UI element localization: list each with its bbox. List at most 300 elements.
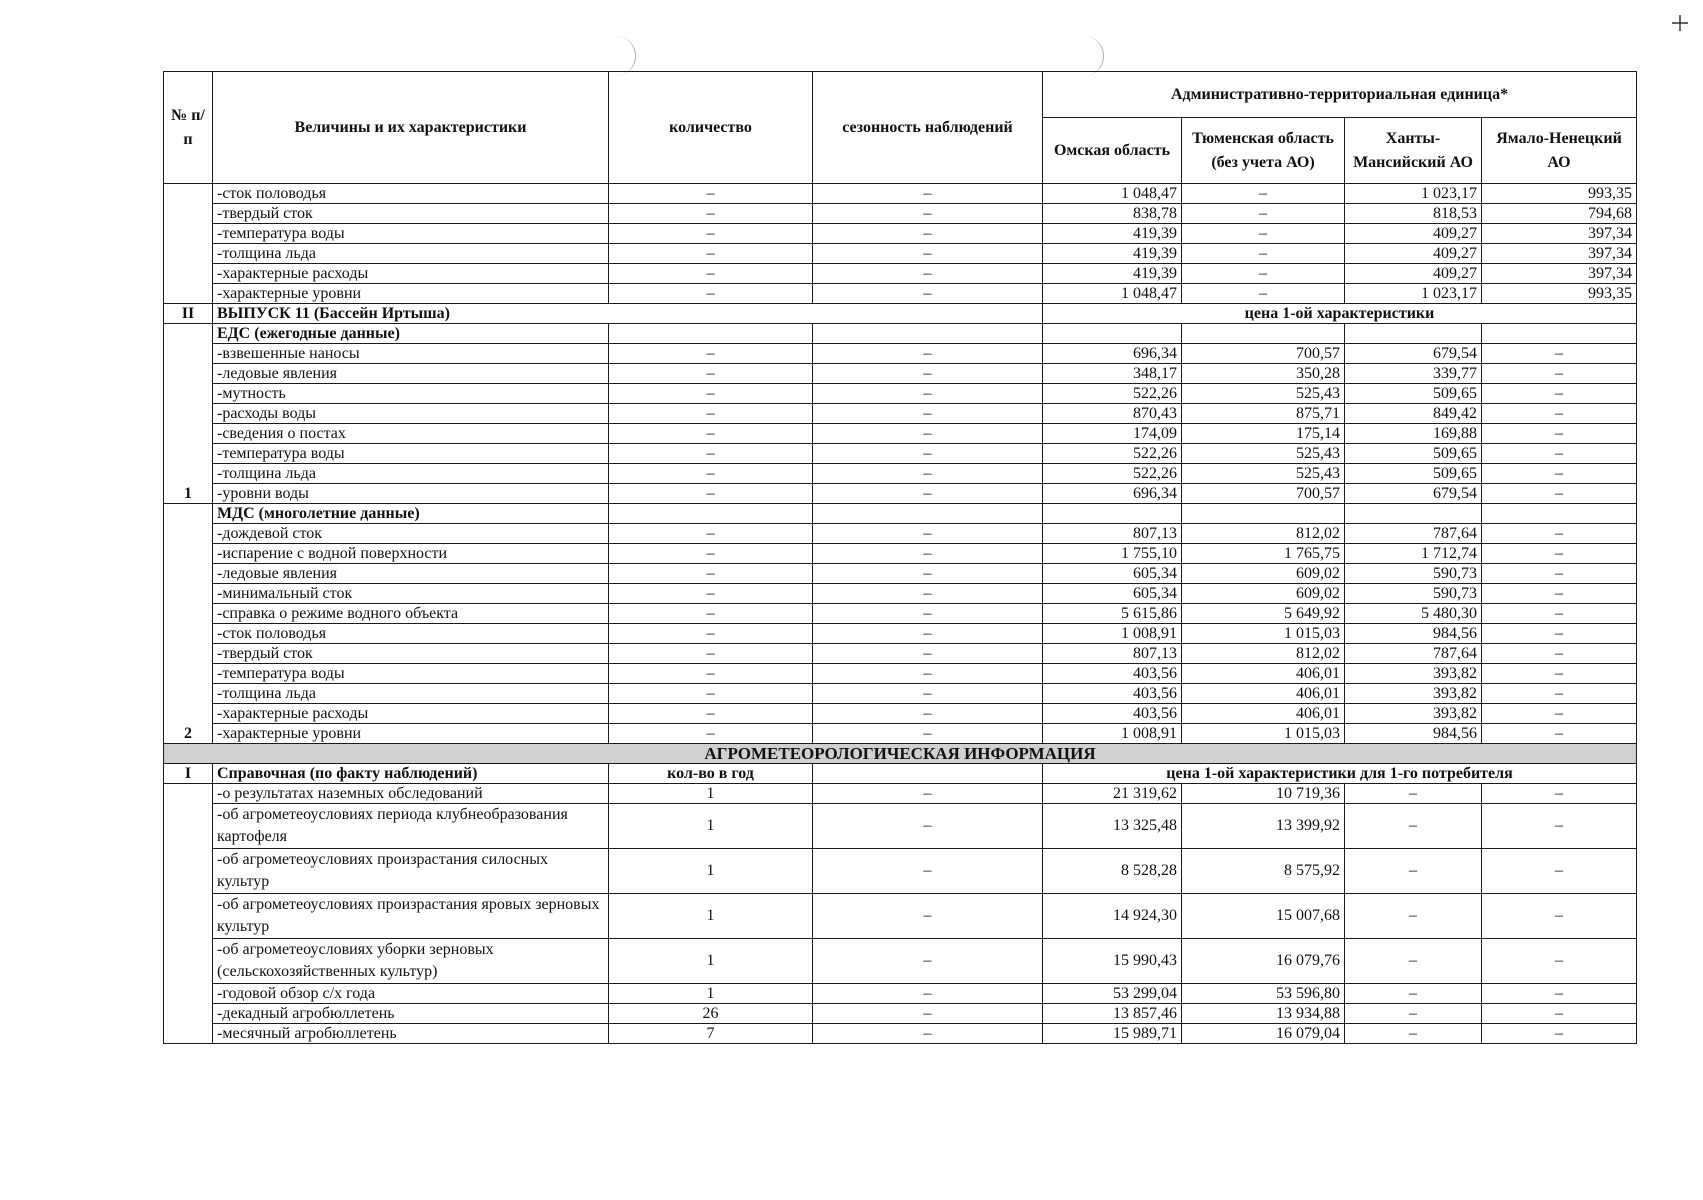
value-cell-3: – [1345, 1024, 1482, 1044]
table-row [164, 984, 1637, 1004]
value-cell-1: 21 319,62 [1043, 784, 1182, 804]
value-cell-3: 409,27 [1345, 224, 1482, 244]
value-cell-1: 419,39 [1043, 264, 1182, 284]
season-cell: – [813, 684, 1043, 704]
row-label: -мутность [213, 384, 609, 404]
empty-cell [1482, 504, 1637, 524]
row-label: -ледовые явления [213, 564, 609, 584]
value-cell-3: – [1345, 984, 1482, 1004]
value-cell-4: – [1482, 724, 1637, 744]
value-cell-4: 397,34 [1482, 244, 1637, 264]
header-num: № п/п [164, 72, 213, 184]
season-cell: – [813, 894, 1043, 939]
value-cell-3: 509,65 [1345, 444, 1482, 464]
season-cell: – [813, 564, 1043, 584]
season-cell: – [813, 364, 1043, 384]
empty-cell [1345, 504, 1482, 524]
value-cell-4: – [1482, 984, 1637, 1004]
table-row [164, 404, 1637, 424]
value-cell-2: 350,28 [1182, 364, 1345, 384]
scan-mark-left [605, 36, 636, 76]
row-label: -справка о режиме водного объекта [213, 604, 609, 624]
row-label: -температура воды [213, 444, 609, 464]
value-cell-2: 812,02 [1182, 644, 1345, 664]
value-cell-2: 53 596,80 [1182, 984, 1345, 1004]
empty-cell [1043, 324, 1182, 344]
value-cell-1: 1 008,91 [1043, 624, 1182, 644]
value-cell-3: 509,65 [1345, 464, 1482, 484]
value-cell-1: 1 048,47 [1043, 284, 1182, 304]
value-cell-1: 14 924,30 [1043, 894, 1182, 939]
table-row [164, 584, 1637, 604]
season-cell: – [813, 284, 1043, 304]
row-label: -об агрометеоусловиях произрастания силосных культур [213, 849, 609, 894]
season-cell: – [813, 464, 1043, 484]
row-label: -толщина льда [213, 464, 609, 484]
qty-cell: – [609, 604, 813, 624]
value-cell-3: 679,54 [1345, 484, 1482, 504]
value-cell-4: – [1482, 939, 1637, 984]
value-cell-2: 875,71 [1182, 404, 1345, 424]
value-cell-4: – [1482, 584, 1637, 604]
value-cell-4: – [1482, 644, 1637, 664]
row-label: -ледовые явления [213, 364, 609, 384]
row-label: -толщина льда [213, 684, 609, 704]
qty-cell: – [609, 624, 813, 644]
row-label: -характерные расходы [213, 704, 609, 724]
table-row [164, 804, 1637, 849]
value-cell-3: 409,27 [1345, 264, 1482, 284]
value-cell-2: – [1182, 204, 1345, 224]
value-cell-4: – [1482, 684, 1637, 704]
value-cell-4: – [1482, 664, 1637, 684]
price-label: цена 1-ой характеристики для 1-го потребителя [1043, 764, 1637, 784]
value-cell-4: – [1482, 364, 1637, 384]
value-cell-2: – [1182, 224, 1345, 244]
value-cell-1: 403,56 [1043, 684, 1182, 704]
table-row [164, 784, 1637, 804]
table-row [164, 264, 1637, 284]
value-cell-4: – [1482, 484, 1637, 504]
subsection-title: МДС (многолетние данные) [213, 504, 609, 524]
empty-cell [609, 324, 813, 344]
subsection-title: ЕДС (ежегодные данные) [213, 324, 609, 344]
empty-cell [813, 764, 1043, 784]
table-row [164, 344, 1637, 364]
season-cell: – [813, 404, 1043, 424]
qty-cell: – [609, 424, 813, 444]
table-body [164, 184, 1637, 1044]
value-cell-1: 1 755,10 [1043, 544, 1182, 564]
section-row [164, 764, 1637, 784]
row-label: -сведения о постах [213, 424, 609, 444]
value-cell-4: – [1482, 849, 1637, 894]
value-cell-2: – [1182, 264, 1345, 284]
subsection-num: 2 [164, 504, 213, 744]
header-region-omsk: Омская область [1043, 118, 1182, 184]
table-row [164, 939, 1637, 984]
row-label: -минимальный сток [213, 584, 609, 604]
row-label: -годовой обзор с/х года [213, 984, 609, 1004]
value-cell-1: 174,09 [1043, 424, 1182, 444]
season-cell: – [813, 344, 1043, 364]
value-cell-1: 1 048,47 [1043, 184, 1182, 204]
row-label: -характерные уровни [213, 284, 609, 304]
value-cell-1: 403,56 [1043, 664, 1182, 684]
qty-cell: 1 [609, 784, 813, 804]
value-cell-3: 590,73 [1345, 584, 1482, 604]
season-cell: – [813, 384, 1043, 404]
value-cell-3: 787,64 [1345, 644, 1482, 664]
value-cell-4: – [1482, 1004, 1637, 1024]
value-cell-4: – [1482, 524, 1637, 544]
row-label: -твердый сток [213, 204, 609, 224]
value-cell-1: 13 857,46 [1043, 1004, 1182, 1024]
table-row [164, 664, 1637, 684]
season-cell: – [813, 849, 1043, 894]
value-cell-4: – [1482, 704, 1637, 724]
value-cell-4: – [1482, 384, 1637, 404]
qty-cell: – [609, 224, 813, 244]
value-cell-3: 1 712,74 [1345, 544, 1482, 564]
value-cell-1: 696,34 [1043, 344, 1182, 364]
qty-cell: – [609, 284, 813, 304]
table-row [164, 424, 1637, 444]
empty-cell [1182, 504, 1345, 524]
value-cell-3: 984,56 [1345, 724, 1482, 744]
value-cell-4: – [1482, 424, 1637, 444]
season-cell: – [813, 704, 1043, 724]
value-cell-4: – [1482, 564, 1637, 584]
value-cell-3: – [1345, 784, 1482, 804]
header-season: сезонность наблюдений [813, 72, 1043, 184]
qty-cell: – [609, 344, 813, 364]
num-cell [164, 784, 213, 1044]
row-label: -расходы воды [213, 404, 609, 424]
value-cell-2: 525,43 [1182, 444, 1345, 464]
value-cell-2: 1 765,75 [1182, 544, 1345, 564]
value-cell-2: 406,01 [1182, 664, 1345, 684]
subsection-row [164, 504, 1637, 524]
table-row [164, 244, 1637, 264]
value-cell-3: 849,42 [1345, 404, 1482, 424]
value-cell-2: 175,14 [1182, 424, 1345, 444]
value-cell-3: – [1345, 1004, 1482, 1024]
value-cell-2: – [1182, 244, 1345, 264]
header-region-yanao: Ямало-Ненецкий АО [1482, 118, 1637, 184]
season-cell: – [813, 224, 1043, 244]
agro-band-title: АГРОМЕТЕОРОЛОГИЧЕСКАЯ ИНФОРМАЦИЯ [164, 744, 1637, 764]
row-label: -дождевой сток [213, 524, 609, 544]
value-cell-3: 393,82 [1345, 704, 1482, 724]
section-row [164, 304, 1637, 324]
table-row [164, 849, 1637, 894]
value-cell-4: – [1482, 1024, 1637, 1044]
value-cell-2: 1 015,03 [1182, 624, 1345, 644]
value-cell-4: 397,34 [1482, 264, 1637, 284]
header-name: Величины и их характеристики [213, 72, 609, 184]
value-cell-1: 8 528,28 [1043, 849, 1182, 894]
value-cell-3: 818,53 [1345, 204, 1482, 224]
value-cell-1: 522,26 [1043, 384, 1182, 404]
value-cell-1: 5 615,86 [1043, 604, 1182, 624]
value-cell-3: 5 480,30 [1345, 604, 1482, 624]
value-cell-2: 5 649,92 [1182, 604, 1345, 624]
table-row [164, 364, 1637, 384]
header-region-khmao: Ханты-Мансийский АО [1345, 118, 1482, 184]
qty-cell: – [609, 524, 813, 544]
value-cell-4: – [1482, 784, 1637, 804]
table-row [164, 1024, 1637, 1044]
section-num: I [164, 764, 213, 784]
qty-cell: 1 [609, 984, 813, 1004]
value-cell-1: 419,39 [1043, 244, 1182, 264]
value-cell-4: – [1482, 444, 1637, 464]
row-label: -температура воды [213, 224, 609, 244]
season-cell: – [813, 184, 1043, 204]
qty-cell: – [609, 584, 813, 604]
qty-cell: – [609, 724, 813, 744]
price-table [163, 71, 1637, 1044]
value-cell-2: 609,02 [1182, 584, 1345, 604]
value-cell-2: 609,02 [1182, 564, 1345, 584]
table-row [164, 704, 1637, 724]
table-row [164, 444, 1637, 464]
qty-cell: – [609, 404, 813, 424]
qty-cell: – [609, 184, 813, 204]
value-cell-3: 169,88 [1345, 424, 1482, 444]
corner-mark-icon [1672, 15, 1688, 31]
value-cell-1: 1 008,91 [1043, 724, 1182, 744]
value-cell-4: – [1482, 404, 1637, 424]
value-cell-3: 590,73 [1345, 564, 1482, 584]
row-label: -сток половодья [213, 624, 609, 644]
header-qty: количество [609, 72, 813, 184]
value-cell-1: 348,17 [1043, 364, 1182, 384]
season-cell: – [813, 644, 1043, 664]
section-num: II [164, 304, 213, 324]
row-label: -твердый сток [213, 644, 609, 664]
value-cell-3: 984,56 [1345, 624, 1482, 644]
value-cell-3: 509,65 [1345, 384, 1482, 404]
row-label: -месячный агробюллетень [213, 1024, 609, 1044]
value-cell-1: 522,26 [1043, 464, 1182, 484]
qty-cell: 1 [609, 939, 813, 984]
row-label: -об агрометеоусловиях произрастания яровых зерновых культур [213, 894, 609, 939]
value-cell-1: 419,39 [1043, 224, 1182, 244]
qty-cell: – [609, 364, 813, 384]
value-cell-1: 838,78 [1043, 204, 1182, 224]
season-cell: – [813, 604, 1043, 624]
qty-cell: – [609, 684, 813, 704]
value-cell-3: 787,64 [1345, 524, 1482, 544]
row-label: -испарение с водной поверхности [213, 544, 609, 564]
value-cell-1: 605,34 [1043, 564, 1182, 584]
row-label: -характерные расходы [213, 264, 609, 284]
value-cell-1: 15 989,71 [1043, 1024, 1182, 1044]
qty-cell: – [609, 644, 813, 664]
qty-cell: 1 [609, 894, 813, 939]
value-cell-2: 812,02 [1182, 524, 1345, 544]
season-cell: – [813, 984, 1043, 1004]
table-row [164, 484, 1637, 504]
section-title: ВЫПУСК 11 (Бассейн Иртыша) [213, 304, 1043, 324]
season-cell: – [813, 424, 1043, 444]
season-cell: – [813, 804, 1043, 849]
value-cell-1: 605,34 [1043, 584, 1182, 604]
row-label: -уровни воды [213, 484, 609, 504]
value-cell-2: 700,57 [1182, 344, 1345, 364]
season-cell: – [813, 204, 1043, 224]
value-cell-1: 807,13 [1043, 644, 1182, 664]
empty-cell [813, 324, 1043, 344]
season-cell: – [813, 1004, 1043, 1024]
qty-cell: 1 [609, 849, 813, 894]
season-cell: – [813, 444, 1043, 464]
qty-cell: – [609, 464, 813, 484]
season-cell: – [813, 484, 1043, 504]
value-cell-2: 1 015,03 [1182, 724, 1345, 744]
value-cell-2: 13 399,92 [1182, 804, 1345, 849]
qty-cell: – [609, 384, 813, 404]
value-cell-1: 13 325,48 [1043, 804, 1182, 849]
row-label: -толщина льда [213, 244, 609, 264]
qty-cell: – [609, 704, 813, 724]
season-cell: – [813, 584, 1043, 604]
value-cell-3: 409,27 [1345, 244, 1482, 264]
table-row [164, 184, 1637, 204]
band-row [164, 744, 1637, 764]
price-table-sheet [163, 71, 1636, 1044]
value-cell-2: 8 575,92 [1182, 849, 1345, 894]
header-region-tyumen: Тюменская область (без учета АО) [1182, 118, 1345, 184]
value-cell-2: – [1182, 184, 1345, 204]
empty-cell [1345, 324, 1482, 344]
table-row [164, 624, 1637, 644]
value-cell-4: – [1482, 604, 1637, 624]
season-cell: – [813, 264, 1043, 284]
season-cell: – [813, 544, 1043, 564]
value-cell-4: – [1482, 544, 1637, 564]
row-label: -об агрометеоусловиях периода клубнеобразования картофеля [213, 804, 609, 849]
value-cell-4: – [1482, 894, 1637, 939]
table-row [164, 284, 1637, 304]
value-cell-4: 993,35 [1482, 184, 1637, 204]
season-cell: – [813, 664, 1043, 684]
table-row [164, 564, 1637, 584]
value-cell-2: 525,43 [1182, 464, 1345, 484]
qty-cell: – [609, 264, 813, 284]
empty-cell [1043, 504, 1182, 524]
value-cell-3: 1 023,17 [1345, 184, 1482, 204]
qty-header: кол-во в год [609, 764, 813, 784]
value-cell-2: – [1182, 284, 1345, 304]
value-cell-2: 16 079,04 [1182, 1024, 1345, 1044]
value-cell-1: 53 299,04 [1043, 984, 1182, 1004]
section-title: Справочная (по факту наблюдений) [213, 764, 609, 784]
value-cell-3: – [1345, 804, 1482, 849]
table-row [164, 724, 1637, 744]
table-row [164, 604, 1637, 624]
row-label: -температура воды [213, 664, 609, 684]
table-row [164, 224, 1637, 244]
value-cell-4: – [1482, 624, 1637, 644]
row-label: -характерные уровни [213, 724, 609, 744]
empty-cell [1182, 324, 1345, 344]
qty-cell: – [609, 564, 813, 584]
value-cell-4: – [1482, 804, 1637, 849]
value-cell-1: 870,43 [1043, 404, 1182, 424]
value-cell-2: 525,43 [1182, 384, 1345, 404]
table-row [164, 544, 1637, 564]
qty-cell: – [609, 664, 813, 684]
table-row [164, 894, 1637, 939]
value-cell-2: 15 007,68 [1182, 894, 1345, 939]
header-admin-unit: Административно-территориальная единица* [1043, 72, 1637, 118]
num-cell [164, 184, 213, 304]
table-row [164, 524, 1637, 544]
row-label: -декадный агробюллетень [213, 1004, 609, 1024]
value-cell-3: 339,77 [1345, 364, 1482, 384]
subsection-row [164, 324, 1637, 344]
value-cell-3: 1 023,17 [1345, 284, 1482, 304]
scan-mark-right [1073, 36, 1104, 76]
qty-cell: – [609, 484, 813, 504]
qty-cell: – [609, 204, 813, 224]
value-cell-4: – [1482, 344, 1637, 364]
qty-cell: – [609, 244, 813, 264]
value-cell-1: 807,13 [1043, 524, 1182, 544]
value-cell-1: 403,56 [1043, 704, 1182, 724]
value-cell-2: 700,57 [1182, 484, 1345, 504]
row-label: -о результатах наземных обследований [213, 784, 609, 804]
value-cell-1: 15 990,43 [1043, 939, 1182, 984]
subsection-num: 1 [164, 324, 213, 504]
value-cell-3: – [1345, 939, 1482, 984]
value-cell-3: 679,54 [1345, 344, 1482, 364]
value-cell-2: 13 934,88 [1182, 1004, 1345, 1024]
table-row [164, 384, 1637, 404]
season-cell: – [813, 624, 1043, 644]
empty-cell [813, 504, 1043, 524]
qty-cell: 26 [609, 1004, 813, 1024]
qty-cell: – [609, 544, 813, 564]
value-cell-4: 794,68 [1482, 204, 1637, 224]
table-row [164, 464, 1637, 484]
row-label: -об агрометеоусловиях уборки зерновых (сельскохозяйственных культур) [213, 939, 609, 984]
season-cell: – [813, 724, 1043, 744]
table-row [164, 1004, 1637, 1024]
season-cell: – [813, 939, 1043, 984]
value-cell-3: 393,82 [1345, 664, 1482, 684]
qty-cell: – [609, 444, 813, 464]
value-cell-3: – [1345, 849, 1482, 894]
table-row [164, 204, 1637, 224]
table-row [164, 644, 1637, 664]
value-cell-3: – [1345, 894, 1482, 939]
value-cell-3: 393,82 [1345, 684, 1482, 704]
qty-cell: 1 [609, 804, 813, 849]
season-cell: – [813, 1024, 1043, 1044]
empty-cell [609, 504, 813, 524]
qty-cell: 7 [609, 1024, 813, 1044]
empty-cell [1482, 324, 1637, 344]
row-label: -сток половодья [213, 184, 609, 204]
row-label: -взвешенные наносы [213, 344, 609, 364]
value-cell-4: 397,34 [1482, 224, 1637, 244]
price-label: цена 1-ой характеристики [1043, 304, 1637, 324]
season-cell: – [813, 244, 1043, 264]
